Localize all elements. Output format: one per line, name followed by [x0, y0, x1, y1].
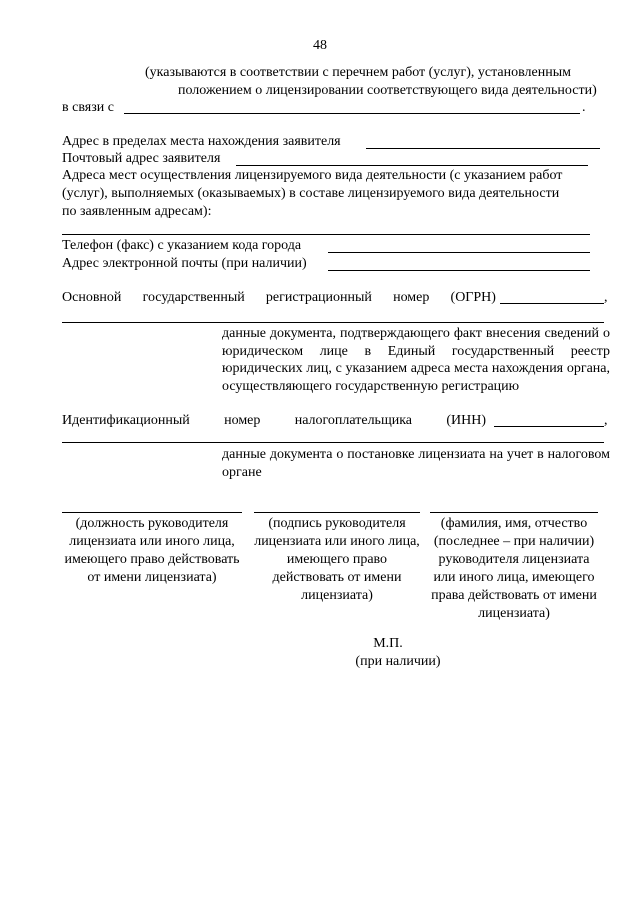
intro-line-1: (указываются в соответствии с перечнем работ (услуг), установленным [145, 65, 571, 80]
in-connection-field[interactable] [124, 113, 580, 114]
inn-word-3: налогоплательщика [294, 413, 413, 428]
signature-line[interactable] [254, 512, 420, 513]
name-caption: (фамилия, имя, отчество (последнее – при наличии) руководителя лицензиата или иного лица, имеющего права действовать от имени лицензиата) [431, 516, 597, 621]
inn-end: , [604, 413, 608, 428]
position-signature-line[interactable] [62, 512, 242, 513]
phone-field[interactable] [328, 252, 590, 253]
ogrn-word-3: регистрационный [265, 290, 372, 305]
in-connection-label: в связи с [62, 100, 114, 115]
intro-line-2: положением о лицензировании соответствующего вида деятельности) [178, 83, 597, 98]
postal-address-field[interactable] [236, 165, 588, 166]
address-location-field[interactable] [366, 148, 600, 149]
ogrn-word-5: (ОГРН) [450, 290, 496, 305]
address-location-label: Адрес в пределах места нахождения заявителя [62, 134, 341, 149]
inn-word-1: Идентификационный [62, 413, 190, 428]
ogrn-end: , [604, 290, 608, 305]
signature-caption: (подпись руководителя лицензиата или иного лица, имеющего право действовать от имени лицензиата) [254, 516, 420, 603]
activity-addresses-line-3: по заявленным адресам): [62, 204, 212, 219]
email-label: Адрес электронной почты (при наличии) [62, 256, 307, 271]
inn-field-continued[interactable] [62, 442, 604, 443]
stamp-label: М.П. [373, 636, 403, 651]
ogrn-label [62, 290, 496, 306]
ogrn-word-1: Основной [62, 290, 122, 305]
ogrn-word-2: государственный [142, 290, 245, 305]
inn-word-2: номер [224, 413, 261, 428]
ogrn-word-4: номер [393, 290, 430, 305]
phone-label: Телефон (факс) с указанием кода города [62, 238, 302, 253]
ogrn-note: данные документа, подтверждающего факт внесения сведений о юридическом лице в Единый государственный реестр юридических лиц, с указанием адреса места нахождения органа, осуществляющего государственную регистрацию [222, 326, 610, 394]
ogrn-field-continued[interactable] [62, 322, 604, 323]
ogrn-field[interactable] [500, 303, 604, 304]
page-number: 48 [313, 38, 327, 53]
name-signature-line[interactable] [430, 512, 598, 513]
in-connection-end: . [582, 100, 586, 115]
inn-field[interactable] [494, 426, 604, 427]
position-caption: (должность руководителя лицензиата или иного лица, имеющего право действовать от имени лицензиата) [64, 516, 240, 585]
stamp-note: (при наличии) [355, 654, 441, 669]
email-field[interactable] [328, 270, 590, 271]
activity-addresses-field[interactable] [62, 234, 590, 235]
inn-note: данные документа о постановке лицензиата на учет в налоговом органе [222, 447, 610, 480]
postal-address-label: Почтовый адрес заявителя [62, 151, 221, 166]
inn-label [62, 413, 486, 429]
activity-addresses-line-2: (услуг), выполняемых (оказываемых) в составе лицензируемого вида деятельности [62, 186, 560, 201]
inn-word-4: (ИНН) [446, 413, 486, 428]
activity-addresses-line-1: Адреса мест осуществления лицензируемого вида деятельности (с указанием работ [62, 168, 563, 183]
